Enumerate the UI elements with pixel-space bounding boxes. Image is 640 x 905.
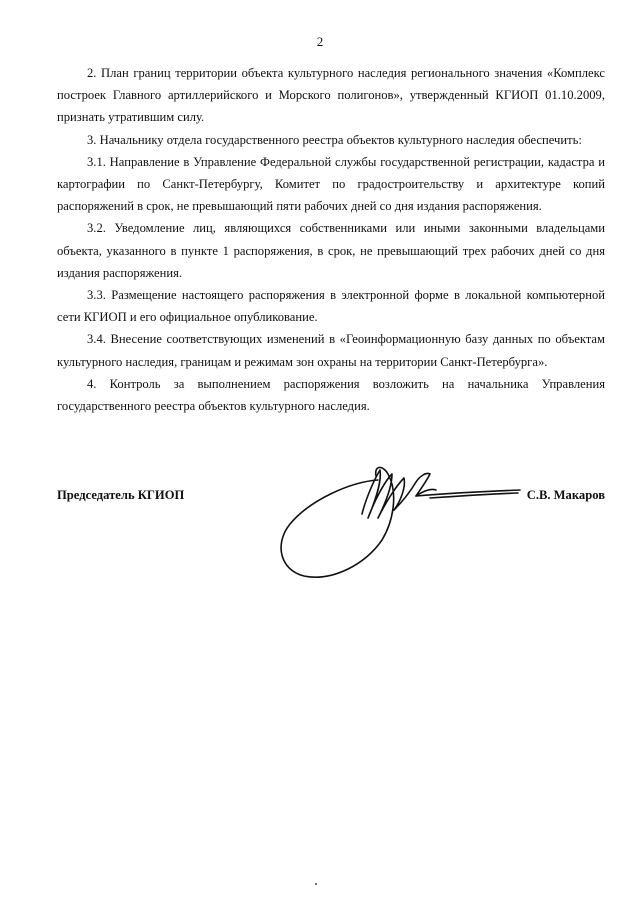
handwritten-signature [270,452,530,584]
paragraph-3-2: 3.2. Уведомление лиц, являющихся собственниками или иными законными владельцами объекта, указанного в пункте 1 распоряжения, в срок, не превышающий трех рабочих дней со дня издания распоряжения. [57,221,605,280]
scan-speck [315,883,317,885]
page-number: 2 [316,34,324,49]
paragraph-3-3: 3.3. Размещение настоящего распоряжения в электронной форме в локальной компьютерной сети КГИОП и его официальное опубликование. [57,288,605,325]
document-body [57,62,605,417]
signer-title: Председатель КГИОП [57,488,185,502]
signer-name: С.В. Макаров [526,488,605,502]
paragraph-3-1: 3.1. Направление в Управление Федеральной службы государственной регистрации, кадастра и картографии по Санкт-Петербургу, Комитет по градостроительству и архитектуре копий распоряжений в срок, не превышающий пяти рабочих дней со дня издания распоряжения. [57,154,605,214]
paragraph-2: 2. План границ территории объекта культурного наследия регионального значения «Комплекс построек Главного артиллерийского и Морского полигонов», утвержденный КГИОП 01.10.2009, признать утратившим силу. [57,66,605,125]
paragraph-3: 3. Начальнику отдела государственного реестра объектов культурного наследия обеспечить: [87,132,582,147]
paragraph-4: 4. Контроль за выполнением распоряжения возложить на начальника Управления государственного реестра объектов культурного наследия. [57,376,605,414]
paragraph-3-4: 3.4. Внесение соответствующих изменений в «Геоинформационную базу данных по объектам культурного наследия, границам и режимам зон охраны на территории Санкт-Петербурга». [57,332,605,369]
